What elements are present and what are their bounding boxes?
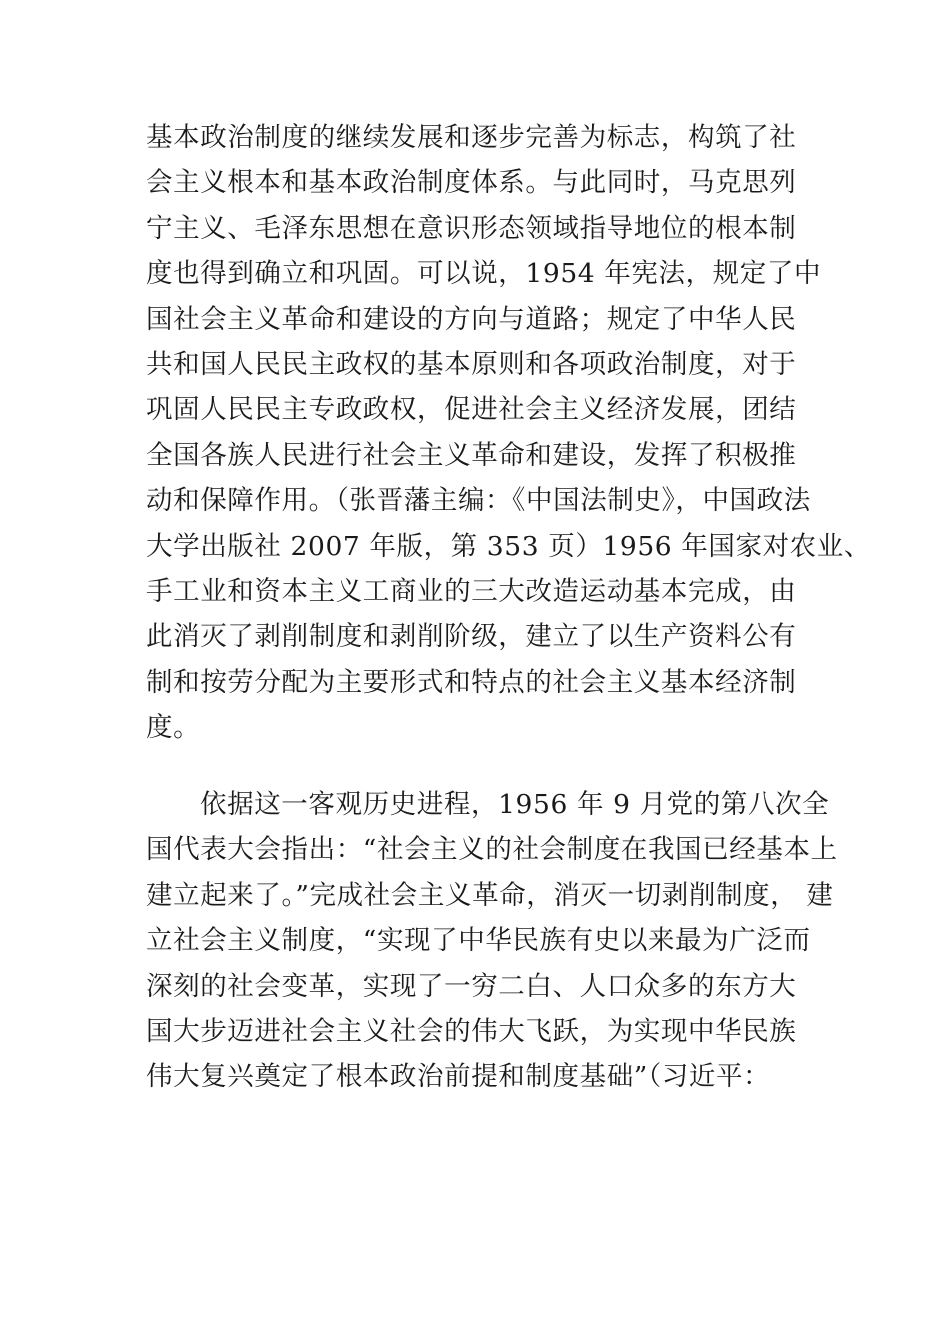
paragraph-2-line: 伟大复兴奠定了根本政治前提和制度基础”（习近平： — [146, 1061, 771, 1093]
paragraph-1-line: 会主义根本和基本政治制度体系。与此同时，马克思列 — [146, 167, 797, 199]
paragraph-1-line: 动和保障作用。（张晋藩主编：《中国法制史》，中国政法 — [146, 485, 811, 517]
paragraph-1-line: 宁主义、毛泽东思想在意识形态领域指导地位的根本制 — [146, 212, 797, 244]
paragraph-1-line: 基本政治制度的继续发展和逐步完善为标志，构筑了社 — [146, 122, 797, 153]
paragraph-2-line: 深刻的社会变革，实现了一穷二白、人口众多的东方大 — [146, 970, 797, 1002]
paragraph-1-line: 巩固人民民主专政政权，促进社会主义经济发展，团结 — [146, 394, 797, 426]
paragraph-1-line: 度。 — [146, 712, 201, 744]
paragraph-2 — [146, 782, 836, 1100]
paragraph-1-line: 国社会主义革命和建设的方向与道路；规定了中华人民 — [146, 303, 797, 335]
paragraph-1-line: 制和按劳分配为主要形式和特点的社会主义基本经济制 — [146, 666, 797, 698]
paragraph-2-line: 依据这一客观历史进程，1956 年 9 月党的第八次全 — [200, 789, 830, 820]
paragraph-1-line: 度也得到确立和巩固。可以说，1954 年宪法，规定了中 — [146, 258, 822, 290]
paragraph-2-line: 建立起来了。”完成社会主义革命，消灭一切剥削制度， 建 — [146, 879, 834, 911]
paragraph-2-line: 国大步迈进社会主义社会的伟大飞跃，为实现中华民族 — [146, 1015, 797, 1047]
paragraph-2-line: 立社会主义制度，“实现了中华民族有史以来最为广泛而 — [146, 925, 811, 957]
paragraph-1-line: 大学出版社 2007 年版，第 353 页）1956 年国家对农业、 — [146, 530, 871, 562]
paragraph-1-line: 手工业和资本主义工商业的三大改造运动基本完成，由 — [146, 575, 797, 607]
paragraph-1-line: 共和国人民民主政权的基本原则和各项政治制度，对于 — [146, 348, 797, 380]
paragraph-1 — [146, 115, 871, 750]
paragraph-1-line: 此消灭了剥削制度和剥削阶级，建立了以生产资料公有 — [146, 621, 797, 653]
paragraph-1-line: 全国各族人民进行社会主义革命和建设，发挥了积极推 — [146, 439, 797, 471]
paragraph-2-line: 国代表大会指出：“社会主义的社会制度在我国已经基本上 — [146, 834, 838, 866]
